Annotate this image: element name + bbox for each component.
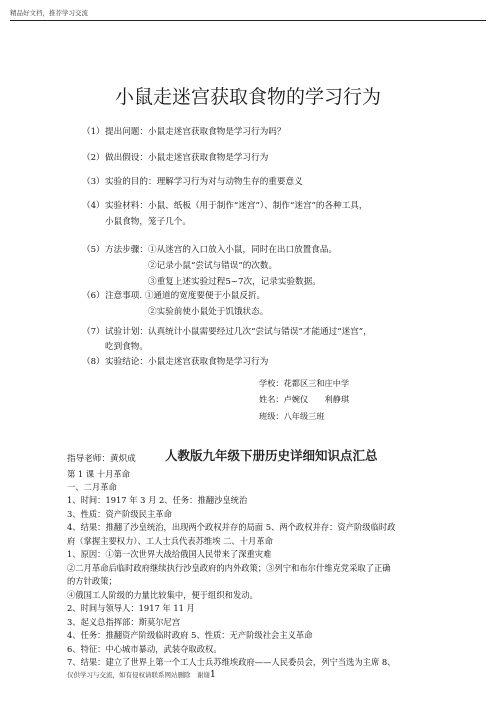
body-line: ④俄国工人阶级的力量比较集中，便于组织和发动。 [67, 590, 258, 600]
body-line: 一、二月革命 [67, 482, 117, 492]
section-title: 人教版九年级下册历史详细知识点汇总 [165, 448, 378, 463]
step-number: （7） [82, 327, 105, 337]
body-line: 的方针政策； [67, 576, 117, 586]
header-divider [10, 20, 486, 21]
body-line: 府（掌握主要权力）、工人士兵代表苏维埃 二、十月革命 [67, 536, 273, 546]
step-continuation: 小鼠食物，笼子几个。 [105, 217, 191, 227]
body-line: 3、起义总指挥部：斯莫尔尼宫 [67, 617, 181, 627]
body-line: 3、性质：资产阶级民主革命 [67, 509, 172, 519]
step-text: 方法步骤：①从迷宫的入口放入小鼠，同时在出口放置食品。 [105, 245, 338, 255]
step-text: 实验结论：小鼠走迷宫获取食物是学习行为 [105, 357, 269, 367]
step-substep: ②记录小鼠“尝试与错误”的次数。 [148, 261, 278, 271]
step-text: 实验的目的：理解学习行为对与动物生存的重要意义 [105, 177, 303, 187]
body-line: 第 1 课 十月革命 [67, 469, 130, 479]
signature-names: 姓名：卢婉仪 利静琪 [259, 394, 350, 404]
step-substep: ③重复上述实验过程5~7次，记录实验数据。 [148, 277, 321, 287]
step-number: （1） [82, 127, 105, 137]
step-number: （6） [82, 291, 105, 301]
document-title: 小鼠走迷宫获取食物的学习行为 [114, 86, 381, 108]
step-text: 注意事项. ①通道的宽度要便于小鼠反折。 [105, 291, 266, 301]
step-text: 提出问题：小鼠走迷宫获取食物是学习行为吗？ [105, 127, 286, 137]
body-line: 2、时间与领导人：1917 年 11 月 [67, 603, 195, 613]
signature-school: 学校：花都区三和庄中学 [259, 378, 350, 388]
step-substep: ②实验前使小鼠处于饥饿状态。 [148, 307, 269, 317]
page-header: 精品好文档，推荐学习交流 [10, 9, 88, 17]
step-continuation: 吃到食物。 [105, 342, 148, 352]
page-footer [67, 670, 216, 680]
step-number: （4） [82, 201, 105, 211]
body-line: 7、结果：建立了世界上第一个工人士兵苏维埃政府——人民委员会，列宁当选为主席 8、 [67, 657, 396, 667]
step-text: 做出假设：小鼠走迷宫获取食物是学习行为 [105, 153, 269, 163]
step-text: 试验计划：认真统计小鼠需要经过几次“尝试与错误”才能通过“迷宫”， [105, 327, 372, 337]
step-number: （3） [82, 177, 105, 187]
signature-class: 班级：八年级三班 [259, 411, 325, 421]
step-text: 实验材料：小鼠、纸板（用于制作“迷宫”）、制作“迷宫”的各种工具， [105, 201, 368, 211]
body-line: 1、时间：1917 年 3 月 2、任务：推翻沙皇统治 [67, 495, 248, 505]
page-number: 1 [210, 670, 216, 680]
step-number: （2） [82, 153, 105, 163]
body-line: 6、特征：中心城市暴动，武装夺取政权。 [67, 644, 222, 654]
advisor-line: 指导老师：黄炽成 [67, 454, 136, 464]
body-line: ②二月革命后临时政府继续执行沙皇政府的内外政策；③列宁和布尔什维克党采取了正确 [67, 563, 391, 573]
body-line: 1、原因：①第一次世界大战给俄国人民带来了深重灾难 [67, 549, 272, 559]
body-line: 4、任务：推翻资产阶级临时政府 5、性质：无产阶级社会主义革命 [67, 630, 313, 640]
body-line: 4、结果：推翻了沙皇统治，出现两个政权并存的局面 5、两个政权并存：资产阶级临时政 [67, 522, 396, 532]
step-number: （8） [82, 357, 105, 367]
footer-text: 仅供学习与交流，如有侵权请联系网站删除 谢谢 [67, 671, 210, 679]
step-number: （5） [82, 245, 105, 255]
